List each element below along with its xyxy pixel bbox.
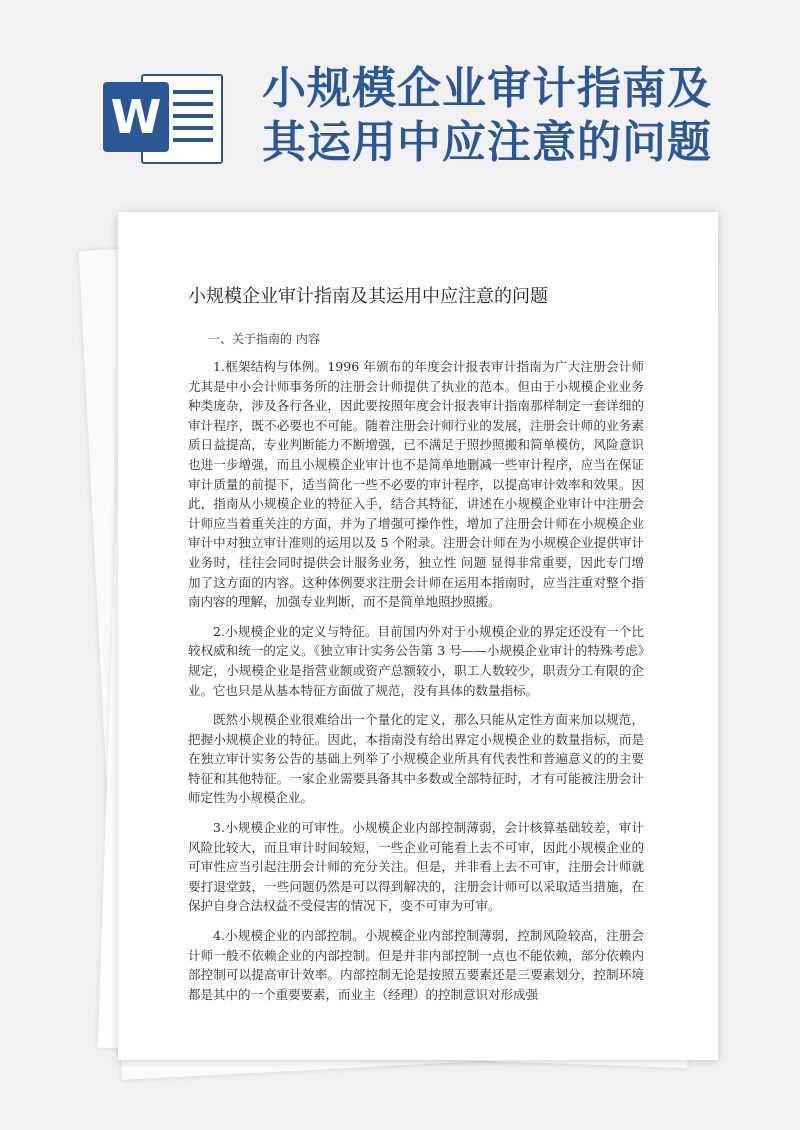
- banner-title: [262, 62, 782, 170]
- paragraph-4: 3.小规模企业的可审性。小规模企业内部控制薄弱，会计核算基础较差，审计风险比较大，而且审计时间较短，一些企业可能看上去不可审，因此小规模企业的可审性应当引起注册会计师的充分关注。但是，并非看上去不可审，注册会计师就要打退堂鼓，一些问题仍然是可以得到解决的，注册会计师可以采取适当措施，在保护自身合法权益不受侵害的情况下，变不可审为可审。: [188, 820, 644, 914]
- banner-title-line2: 其运用中应注意的问题: [262, 117, 712, 168]
- word-logo-letter: W: [103, 82, 169, 152]
- paragraph-1: 1.框架结构与体例。1996 年颁布的年度会计报表审计指南为广大注册会计师尤其是中小会计师事务所的注册会计师提供了执业的范本。但由于小规模企业业务种类庞杂，涉及各行各业，因此要按照年度会计报表审计指南那样制定一套详细的审计程序，既不必要也不可能。随着注册会计师行业的发展，注册会计师的业务素质日益提高，专业判断能力不断增强，已不满足于照抄照搬和简单模仿，风险意识也进一步增强，而且小规模企业审计也不是简单地删减一些审计程序，应当在保证审计质量的前提下，适当简化一些不必要的审计程序，以提高审计效率和效果。因此，指南从小规模企业的特征入手，结合其特征，讲述在小规模企业审计中注册会计师应当着重关注的方面，并为了增强可操作性，增加了注册会计师在小规模企业审计中对独立审计准则的运用以及 5 个附录。注册会计师在为小规模企业提供审计业务时，往往会同时提供会计服务业务，独立性 问题 显得非常重要，因此专门增加了这方面的内容。这种体例要求注册会计师在运用本指南时，应当注重对整个指南内容的理解，加强专业判断，而不是简单地照抄照搬。: [188, 359, 644, 610]
- paragraph-5: 4.小规模企业的内部控制。小规模企业内部控制薄弱，控制风险较高，注册会计师一般不依赖企业的内部控制。但是并非内部控制一点也不能依赖，部分依赖内部控制可以提高审计效率。内部控制无论是按照五要素还是三要素划分，控制环境都是其中的一个重要要素，而业主（经理）的控制意识对形成强: [188, 928, 644, 1002]
- paragraph-2: 2.小规模企业的定义与特征。目前国内外对于小规模企业的界定还没有一个比较权威和统一的定义。《独立审计实务公告第 3 号——小规模企业审计的特殊考虑》规定，小规模企业是指营业额或资产总额较小，职工人数较少，职责分工有限的企业。它也只是从基本特征方面做了规范，没有具体的数量指标。: [188, 623, 644, 698]
- section-heading: 一、关于指南的 内容: [208, 332, 320, 346]
- document-page: [118, 212, 718, 1060]
- paragraph-3: 既然小规模企业很难给出一个量化的定义，那么只能从定性方面来加以规范，把握小规模企业的特征。因此，本指南没有给出界定小规模企业的数量指标，而是在独立审计实务公告的基础上列举了小规模企业所具有代表性和普遍意义的的主要特征和其他特征。一家企业需要具备其中多数或全部特征时，才有可能被注册会计师定性为小规模企业。: [188, 712, 644, 806]
- document-body: [188, 357, 644, 1014]
- banner-title-line1: 小规模企业审计指南及: [262, 63, 712, 114]
- banner: [0, 0, 800, 215]
- word-document-icon: [103, 64, 223, 164]
- document-title: 小规模企业审计指南及其运用中应注意的问题: [188, 286, 548, 307]
